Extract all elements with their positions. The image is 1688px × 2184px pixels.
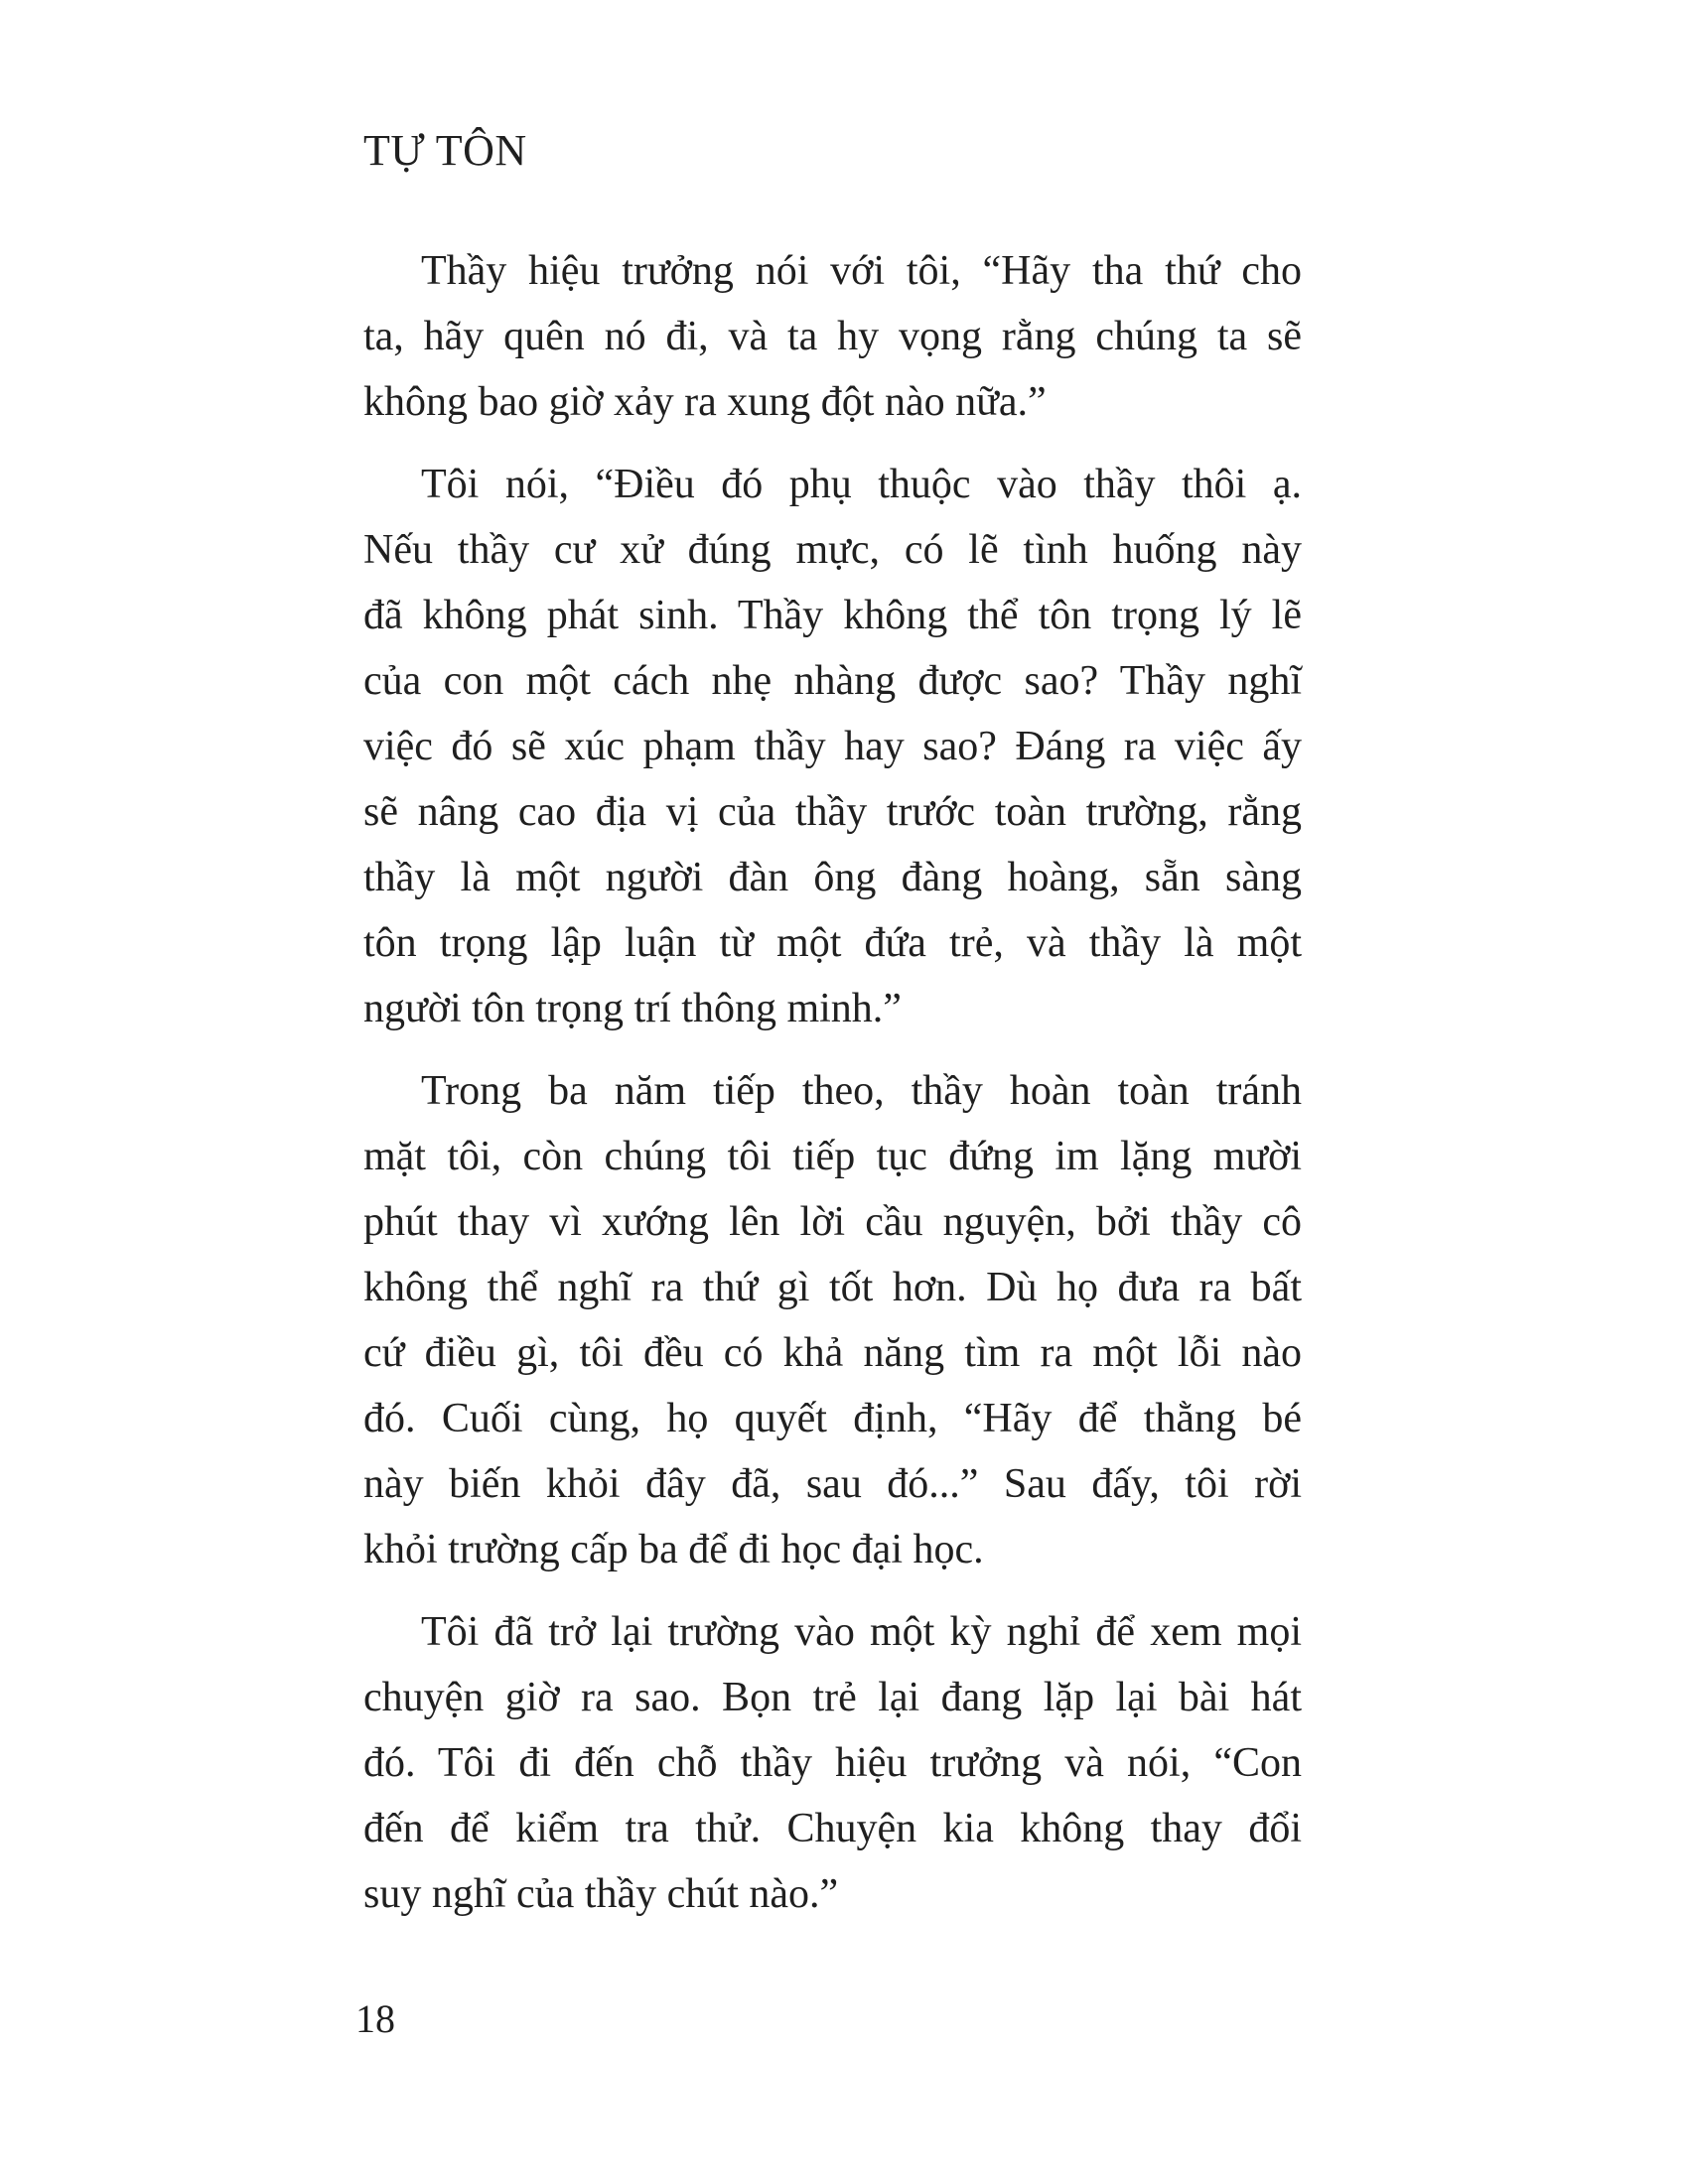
running-head: TỰ TÔN <box>363 126 527 175</box>
text-line: sẽ nâng cao địa vị của thầy trước toàn trường, rằng <box>363 789 1302 835</box>
text-line: thầy là một người đàn ông đàng hoàng, sẵn sàng <box>363 855 1302 900</box>
text-line: Tôi nói, “Điều đó phụ thuộc vào thầy thôi ạ. <box>421 462 1302 507</box>
text-line: đó. Tôi đi đến chỗ thầy hiệu trưởng và nói, “Con <box>363 1740 1302 1786</box>
paragraph <box>363 1599 1302 1927</box>
text-line: ta, hãy quên nó đi, và ta hy vọng rằng chúng ta sẽ <box>363 314 1302 359</box>
text-line: không bao giờ xảy ra xung đột nào nữa.” <box>363 379 1047 425</box>
text-line: Thầy hiệu trưởng nói với tôi, “Hãy tha thứ cho <box>421 248 1302 294</box>
paragraph <box>363 238 1302 435</box>
body-text <box>363 238 1302 1944</box>
text-line: không thể nghĩ ra thứ gì tốt hơn. Dù họ đưa ra bất <box>363 1265 1302 1310</box>
text-line: Tôi đã trở lại trường vào một kỳ nghỉ để xem mọi <box>421 1609 1302 1655</box>
text-line: đã không phát sinh. Thầy không thể tôn trọng lý lẽ <box>363 593 1302 638</box>
paragraph <box>363 1058 1302 1582</box>
text-line: Nếu thầy cư xử đúng mực, có lẽ tình huống này <box>363 527 1302 573</box>
paragraph <box>363 452 1302 1041</box>
text-line: cứ điều gì, tôi đều có khả năng tìm ra một lỗi nào <box>363 1330 1302 1376</box>
page-number: 18 <box>355 1996 395 2041</box>
text-line: chuyện giờ ra sao. Bọn trẻ lại đang lặp lại bài hát <box>363 1675 1302 1720</box>
text-line: phút thay vì xướng lên lời cầu nguyện, bởi thầy cô <box>363 1199 1302 1245</box>
text-line: người tôn trọng trí thông minh.” <box>363 986 902 1031</box>
text-line: tôn trọng lập luận từ một đứa trẻ, và thầy là một <box>363 920 1302 966</box>
text-line: Trong ba năm tiếp theo, thầy hoàn toàn tránh <box>421 1068 1302 1114</box>
text-line: khỏi trường cấp ba để đi học đại học. <box>363 1527 984 1572</box>
text-line: việc đó sẽ xúc phạm thầy hay sao? Đáng ra việc ấy <box>363 724 1302 769</box>
text-line: mặt tôi, còn chúng tôi tiếp tục đứng im lặng mười <box>363 1134 1302 1179</box>
text-line: của con một cách nhẹ nhàng được sao? Thầy nghĩ <box>363 658 1302 704</box>
text-line: đến để kiểm tra thử. Chuyện kia không thay đổi <box>363 1806 1302 1851</box>
text-line: này biến khỏi đây đã, sau đó...” Sau đấy, tôi rời <box>363 1461 1302 1507</box>
text-line: đó. Cuối cùng, họ quyết định, “Hãy để thằng bé <box>363 1396 1302 1441</box>
text-line: suy nghĩ của thầy chút nào.” <box>363 1871 839 1917</box>
